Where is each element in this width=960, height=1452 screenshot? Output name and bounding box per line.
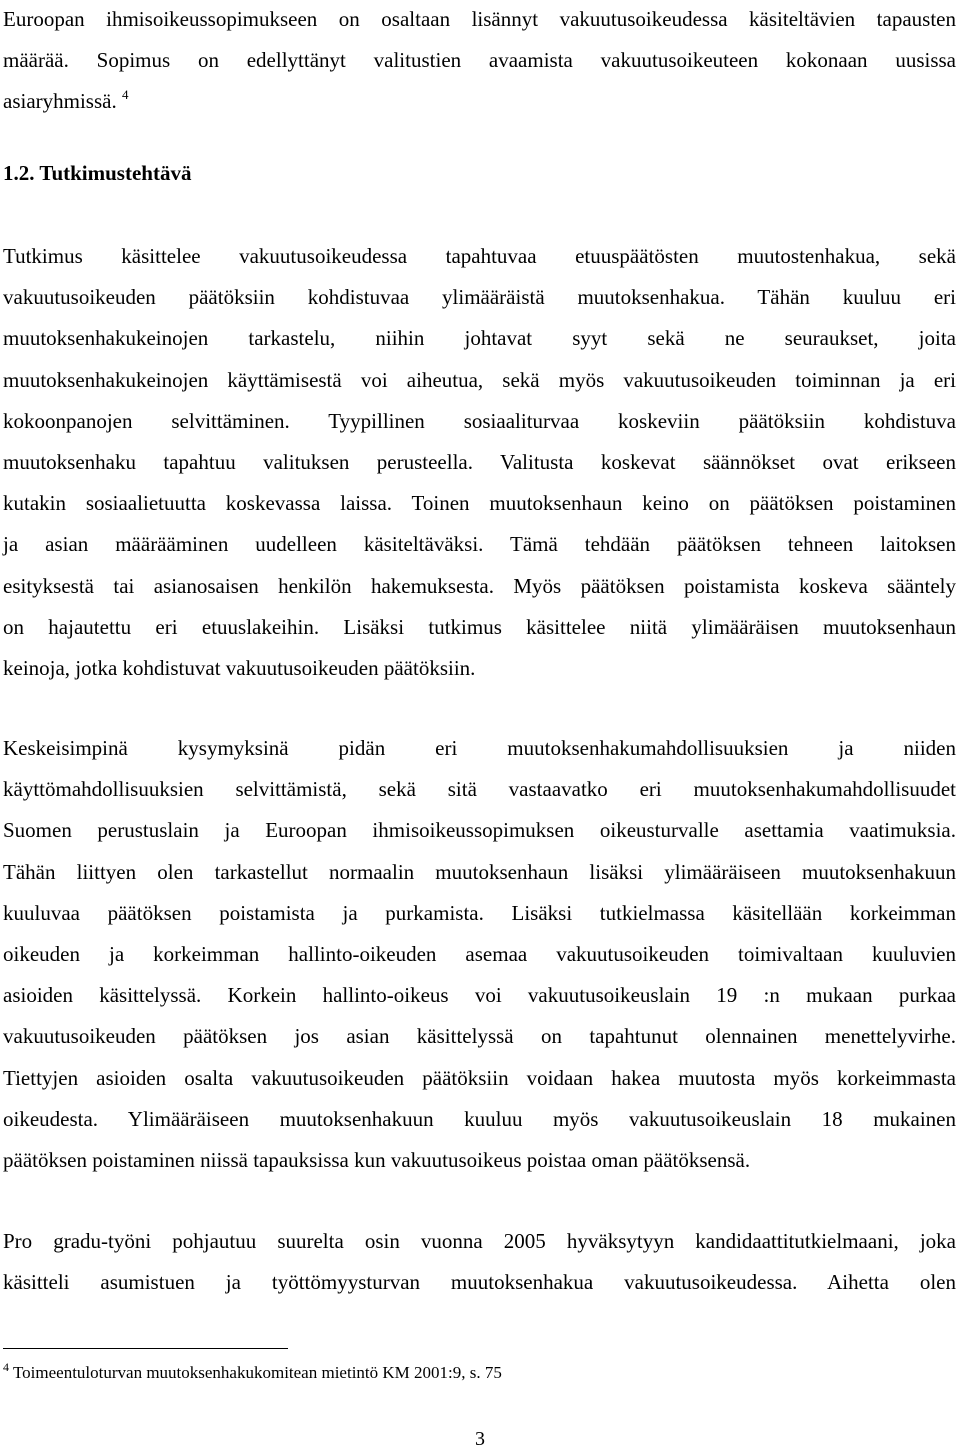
intro-paragraph xyxy=(3,0,956,123)
footnote-text: Toimeentuloturvan muutoksenhakukomitean mietintö KM 2001:9, s. 75 xyxy=(12,1363,502,1382)
text-line: keinoja, jotka kohdistuvat vakuutusoikeuden päätöksiin. xyxy=(3,655,476,680)
text-line: Tähän liittyen olen tarkastellut normaalin muutoksenhaun lisäksi ylimääräiseen muutoksenhakuun xyxy=(3,859,956,884)
text-line: muutoksenhakukeinojen tarkastelu, niihin johtavat syyt sekä ne seuraukset, joita xyxy=(3,326,956,351)
text-line: Tiettyjen asioiden osalta vakuutusoikeuden päätöksiin voidaan hakea muutosta myös korkeimmasta xyxy=(3,1065,956,1090)
text-line: oikeuden ja korkeimman hallinto-oikeuden asemaa vakuutusoikeuden toimivaltaan kuuluvien xyxy=(3,941,956,966)
text-line: käyttömahdollisuuksien selvittämistä, sekä sitä vastaavatko eri muutoksenhakumahdollisuudet xyxy=(3,777,956,802)
footnote-divider xyxy=(3,1348,288,1349)
paragraph-key-questions xyxy=(3,728,956,1181)
text-line: vakuutusoikeuden päätöksiin kohdistuvaa ylimääräistä muutoksenhakua. Tähän kuuluu eri xyxy=(3,285,956,310)
text-line: on hajautettu eri etuuslakeihin. Lisäksi tutkimus käsittelee niitä ylimääräisen muutoksenhaun xyxy=(3,614,956,639)
text-line: kuuluvaa päätöksen poistamista ja purkamista. Lisäksi tutkielmassa käsitellään korkeimman xyxy=(3,900,956,925)
text-line xyxy=(3,81,956,122)
text-line: kutakin sosiaalietuutta koskevassa laissa. Toinen muutoksenhaun keino on päätöksen poistaminen xyxy=(3,491,956,516)
footnote-number: 4 xyxy=(3,1360,9,1374)
text-line: päätöksen poistaminen niissä tapauksissa kun vakuutusoikeus poistaa oman päätöksensä. xyxy=(3,1147,751,1172)
text-line: Tutkimus käsittelee vakuutusoikeudessa tapahtuvaa etuuspäätösten muutostenhakua, sekä xyxy=(3,244,956,268)
footnote-reference[interactable]: 4 xyxy=(121,87,129,103)
text-line: käsitteli asumistuen ja työttömyysturvan muutoksenhakua vakuutusoikeudessa. Aihetta olen xyxy=(3,1270,956,1295)
text-line: ja asian määrääminen uudelleen käsiteltäväksi. Tämä tehdään päätöksen tehneen laitoksen xyxy=(3,532,956,557)
text-line: oikeudesta. Ylimääräiseen muutoksenhakuun kuuluu myös vakuutusoikeuslain 18 mukainen xyxy=(3,1106,956,1131)
text-line: asioiden käsittelyssä. Korkein hallinto-oikeus voi vakuutusoikeuslain 19 :n mukaan purkaa xyxy=(3,983,956,1008)
text-line: esityksestä tai asianosaisen henkilön hakemuksesta. Myös päätöksen poistamista koskeva sääntely xyxy=(3,573,956,598)
section-heading: 1.2. Tutkimustehtävä xyxy=(3,161,192,185)
paragraph-background xyxy=(3,1221,956,1303)
text-line: kokoonpanojen selvittäminen. Tyypillinen sosiaaliturvaa koskeviin päätöksiin kohdistuva xyxy=(3,408,956,433)
text-line: Pro gradu-työni pohjautuu suurelta osin vuonna 2005 hyväksytyyn kandidaattitutkielmaani, joka xyxy=(3,1229,956,1253)
page-number: 3 xyxy=(475,1428,485,1450)
text-line: määrää. Sopimus on edellyttänyt valitustien avaamista vakuutusoikeuteen kokonaan uusissa xyxy=(3,48,956,73)
text-line: Euroopan ihmisoikeussopimukseen on osaltaan lisännyt vakuutusoikeudessa käsiteltävien tapausten xyxy=(3,7,956,31)
text-line: Keskeisimpinä kysymyksinä pidän eri muutoksenhakumahdollisuuksien ja niiden xyxy=(3,736,956,760)
text-line: muutoksenhaku tapahtuu valituksen perusteella. Valitusta koskevat säännökset ovat erikseen xyxy=(3,449,956,474)
footnote xyxy=(3,1360,502,1386)
paragraph-research-task xyxy=(3,236,956,689)
text-fragment: asiaryhmissä. xyxy=(3,89,117,114)
text-line: vakuutusoikeuden päätöksen jos asian käsittelyssä on tapahtunut olennainen menettelyvirhe. xyxy=(3,1024,956,1049)
text-line: Suomen perustuslain ja Euroopan ihmisoikeussopimuksen oikeusturvalle asettamia vaatimuksia. xyxy=(3,818,956,843)
text-line: muutoksenhakukeinojen käyttämisestä voi aiheutua, sekä myös vakuutusoikeuden toiminnan ja eri xyxy=(3,367,956,392)
